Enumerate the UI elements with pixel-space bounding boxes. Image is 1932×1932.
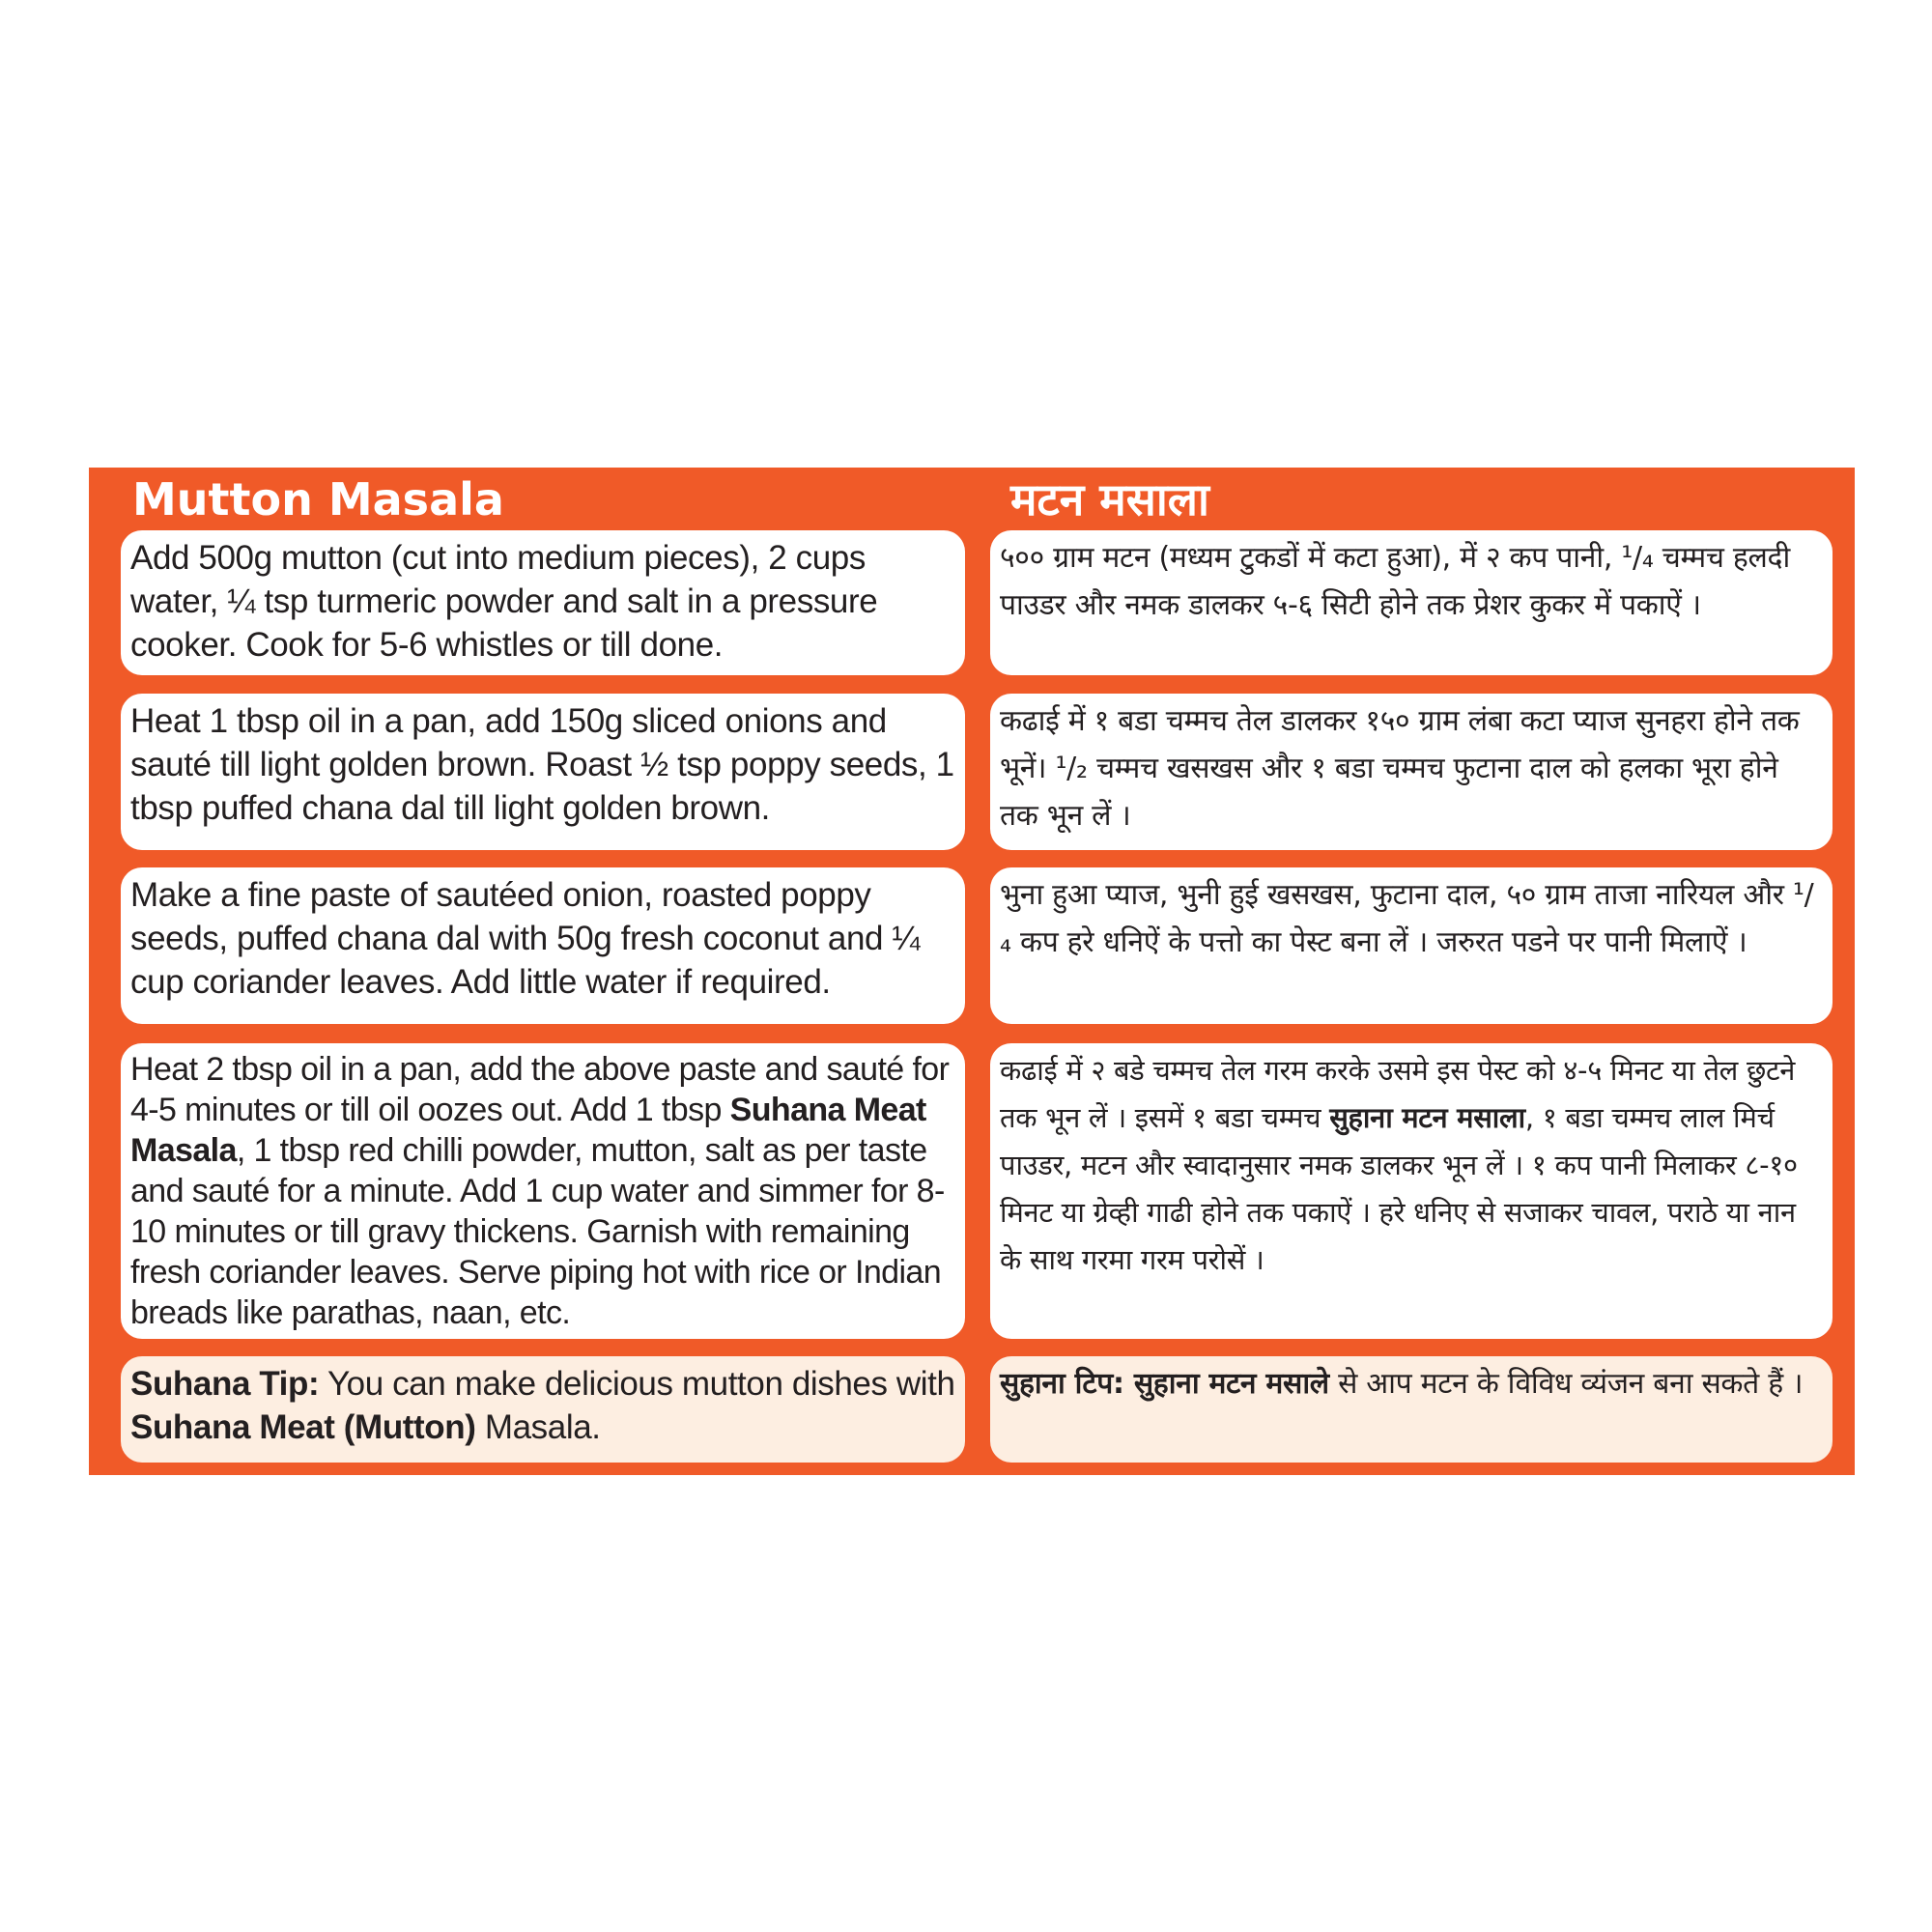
recipe-title-english: Mutton Masala [132,473,504,526]
recipe-panel [89,468,1855,1475]
tip-label-hindi: सुहाना टिप: [1000,1367,1124,1401]
tip-product-english: Suhana Meat (Mutton) [130,1408,476,1446]
product-name-english: Suhana Meat Masala [130,1092,926,1169]
step-4-hindi-text-b: , १ बडा चम्मच लाल मिर्च पाउडर, मटन और स्वादानुसार नमक डालकर भून लें । १ कप पानी मिलाकर ८-१० मिनट या ग्रेव्ही गाढी होने तक पकाऐं । हरे धनिए से सजाकर चावल, पराठे या नान के साथ गरमा गरम परोसें । [1000,1101,1798,1276]
step-4-english-text-b: , 1 tbsp red chilli powder, mutton, salt as per taste and sauté for a minute. Add 1 cup water and simmer for 8-10 minutes or till gravy thickens. Garnish with remaining fresh coriander leaves. Serve piping hot with rice or Indian breads like parathas, naan, etc. [130,1132,945,1331]
step-4-hindi [990,1043,1833,1339]
tip-english [121,1356,965,1463]
step-1-english: Add 500g mutton (cut into medium pieces), 2 cups water, ¼ tsp turmeric powder and salt in a pressure cooker. Cook for 5-6 whistles or till done. [121,530,965,675]
tip-product-hindi: सुहाना मटन मसाले [1123,1367,1329,1401]
step-3-english: Make a fine paste of sautéed onion, roasted poppy seeds, puffed chana dal with 50g fresh coconut and ¼ cup coriander leaves. Add little water if required. [121,867,965,1024]
recipe-title-hindi: मटन मसाला [1010,473,1209,526]
step-2-hindi: कढाई में १ बडा चम्मच तेल डालकर १५० ग्राम लंबा कटा प्याज सुनहरा होने तक भूनें। ¹/₂ चम्मच खसखस और १ बडा चम्मच फुटाना दाल को हलका भूरा होने तक भून लें । [990,694,1833,850]
step-4-english-text-a: Heat 2 tbsp oil in a pan, add the above paste and sauté for 4-5 minutes or till oil oozes out. Add 1 tbsp [130,1051,950,1128]
tip-hindi-text-b: से आप मटन के विविध व्यंजन बना सकते हैं । [1328,1367,1804,1401]
tip-english-text-a: You can make delicious mutton dishes with [319,1365,955,1403]
step-4-english [121,1043,965,1339]
step-1-hindi: ५०० ग्राम मटन (मध्यम टुकडों में कटा हुआ), में २ कप पानी, ¹/₄ चम्मच हलदी पाउडर और नमक डालकर ५-६ सिटी होने तक प्रेशर कुकर में पकाऐं । [990,530,1833,675]
tip-hindi [990,1356,1833,1463]
step-2-english: Heat 1 tbsp oil in a pan, add 150g sliced onions and sauté till light golden brown. Roast ½ tsp poppy seeds, 1 tbsp puffed chana dal till light golden brown. [121,694,965,850]
product-name-hindi: सुहाना मटन मसाला [1329,1101,1525,1134]
tip-english-text-b: Masala. [475,1408,601,1446]
tip-label-english: Suhana Tip: [130,1365,320,1403]
step-3-hindi: भुना हुआ प्याज, भुनी हुई खसखस, फुटाना दाल, ५० ग्राम ताजा नारियल और ¹/₄ कप हरे धनिऐं के पत्तो का पेस्ट बना लें । जरुरत पडने पर पानी मिलाऐं । [990,867,1833,1024]
step-4-hindi-text-a: कढाई में २ बडे चम्मच तेल गरम करके उसमे इस पेस्ट को ४-५ मिनट या तेल छुटने तक भून लें । इसमें १ बडा चम्मच [1000,1054,1796,1134]
